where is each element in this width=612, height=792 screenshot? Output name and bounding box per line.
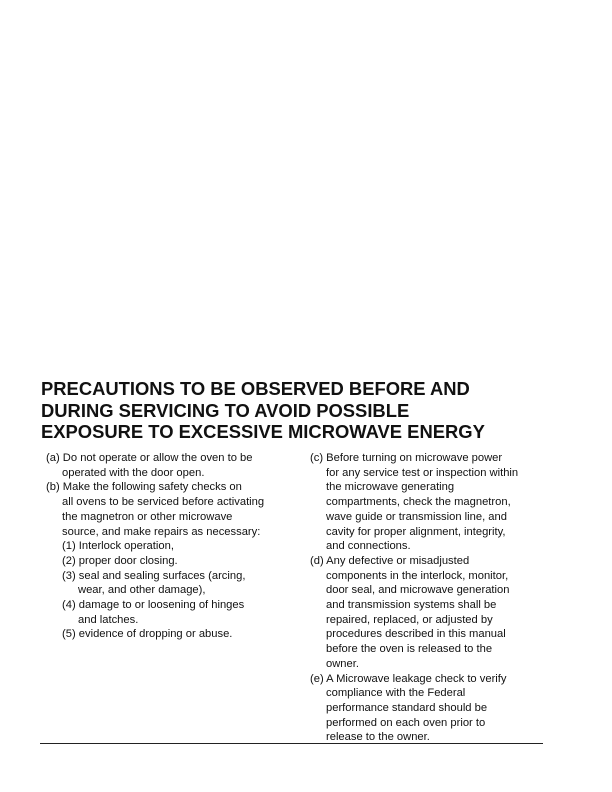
title-line-2: DURING SERVICING TO AVOID POSSIBLE bbox=[41, 399, 410, 421]
item-b-line-3: the magnetron or other microwave bbox=[62, 510, 233, 523]
precaution-item-c bbox=[310, 451, 560, 554]
precaution-item-b bbox=[46, 480, 296, 539]
safety-check-3 bbox=[46, 569, 296, 598]
item-d-line-3: door seal, and microwave generation bbox=[326, 584, 510, 597]
item-c-line-4: compartments, check the magnetron, bbox=[326, 496, 511, 509]
item-d-line-7: before the oven is released to the bbox=[326, 643, 493, 656]
precaution-item-e bbox=[310, 672, 560, 746]
safety-check-5 bbox=[46, 627, 296, 642]
item-c-line-7: and connections. bbox=[326, 540, 411, 553]
item-d-line-5: repaired, replaced, or adjusted by bbox=[326, 613, 493, 626]
item-c-line-2: for any service test or inspection within bbox=[326, 466, 519, 479]
precaution-item-a bbox=[46, 451, 296, 480]
item-b-line-4: source, and make repairs as necessary: bbox=[62, 525, 261, 538]
item-e-line-5: release to the owner. bbox=[326, 731, 430, 744]
item-e-line-2: compliance with the Federal bbox=[326, 687, 466, 700]
page-title bbox=[41, 378, 581, 443]
item-e-line-4: performed on each oven prior to bbox=[326, 716, 486, 729]
check-4-line-2: and latches. bbox=[78, 613, 139, 626]
item-c-line-1: (c) Before turning on microwave power bbox=[310, 452, 503, 464]
item-c-line-6: cavity for proper alignment, integrity, bbox=[326, 525, 506, 538]
check-4-line-1: (4) damage to or loosening of hinges bbox=[62, 599, 245, 612]
item-d-line-6: procedures described in this manual bbox=[326, 628, 506, 641]
safety-check-4 bbox=[46, 598, 296, 627]
item-c-line-3: the microwave generating bbox=[326, 481, 455, 494]
item-c-line-5: wave guide or transmission line, and bbox=[326, 510, 507, 523]
item-b-line-2: all ovens to be serviced before activating bbox=[62, 496, 265, 509]
item-a-line-2: operated with the door open. bbox=[62, 466, 205, 479]
title-line-3: EXPOSURE TO EXCESSIVE MICROWAVE ENERGY bbox=[41, 421, 485, 442]
item-d-line-4: and transmission systems shall be bbox=[326, 599, 497, 612]
item-e-line-3: performance standard should be bbox=[326, 701, 488, 714]
safety-check-2 bbox=[46, 554, 296, 569]
item-a-line-1: (a) Do not operate or allow the oven to be bbox=[46, 452, 253, 464]
check-1-line-1: (1) Interlock operation, bbox=[62, 540, 174, 553]
check-3-line-1: (3) seal and sealing surfaces (arcing, bbox=[62, 569, 246, 582]
right-column bbox=[310, 451, 560, 745]
item-d-line-1: (d) Any defective or misadjusted bbox=[310, 554, 470, 567]
item-d-line-2: components in the interlock, monitor, bbox=[326, 569, 509, 582]
precaution-item-d bbox=[310, 554, 560, 672]
item-d-line-8: owner. bbox=[326, 657, 359, 670]
bottom-rule-divider bbox=[40, 743, 543, 744]
check-2-line-1: (2) proper door closing. bbox=[62, 554, 178, 567]
check-5-line-1: (5) evidence of dropping or abuse. bbox=[62, 628, 233, 641]
item-e-line-1: (e) A Microwave leakage check to verify bbox=[310, 672, 507, 685]
safety-check-1 bbox=[46, 539, 296, 554]
item-b-line-1: (b) Make the following safety checks on bbox=[46, 481, 242, 494]
check-3-line-2: wear, and other damage), bbox=[78, 584, 206, 597]
left-column bbox=[46, 451, 296, 642]
title-line-1: PRECAUTIONS TO BE OBSERVED BEFORE AND bbox=[41, 378, 470, 399]
